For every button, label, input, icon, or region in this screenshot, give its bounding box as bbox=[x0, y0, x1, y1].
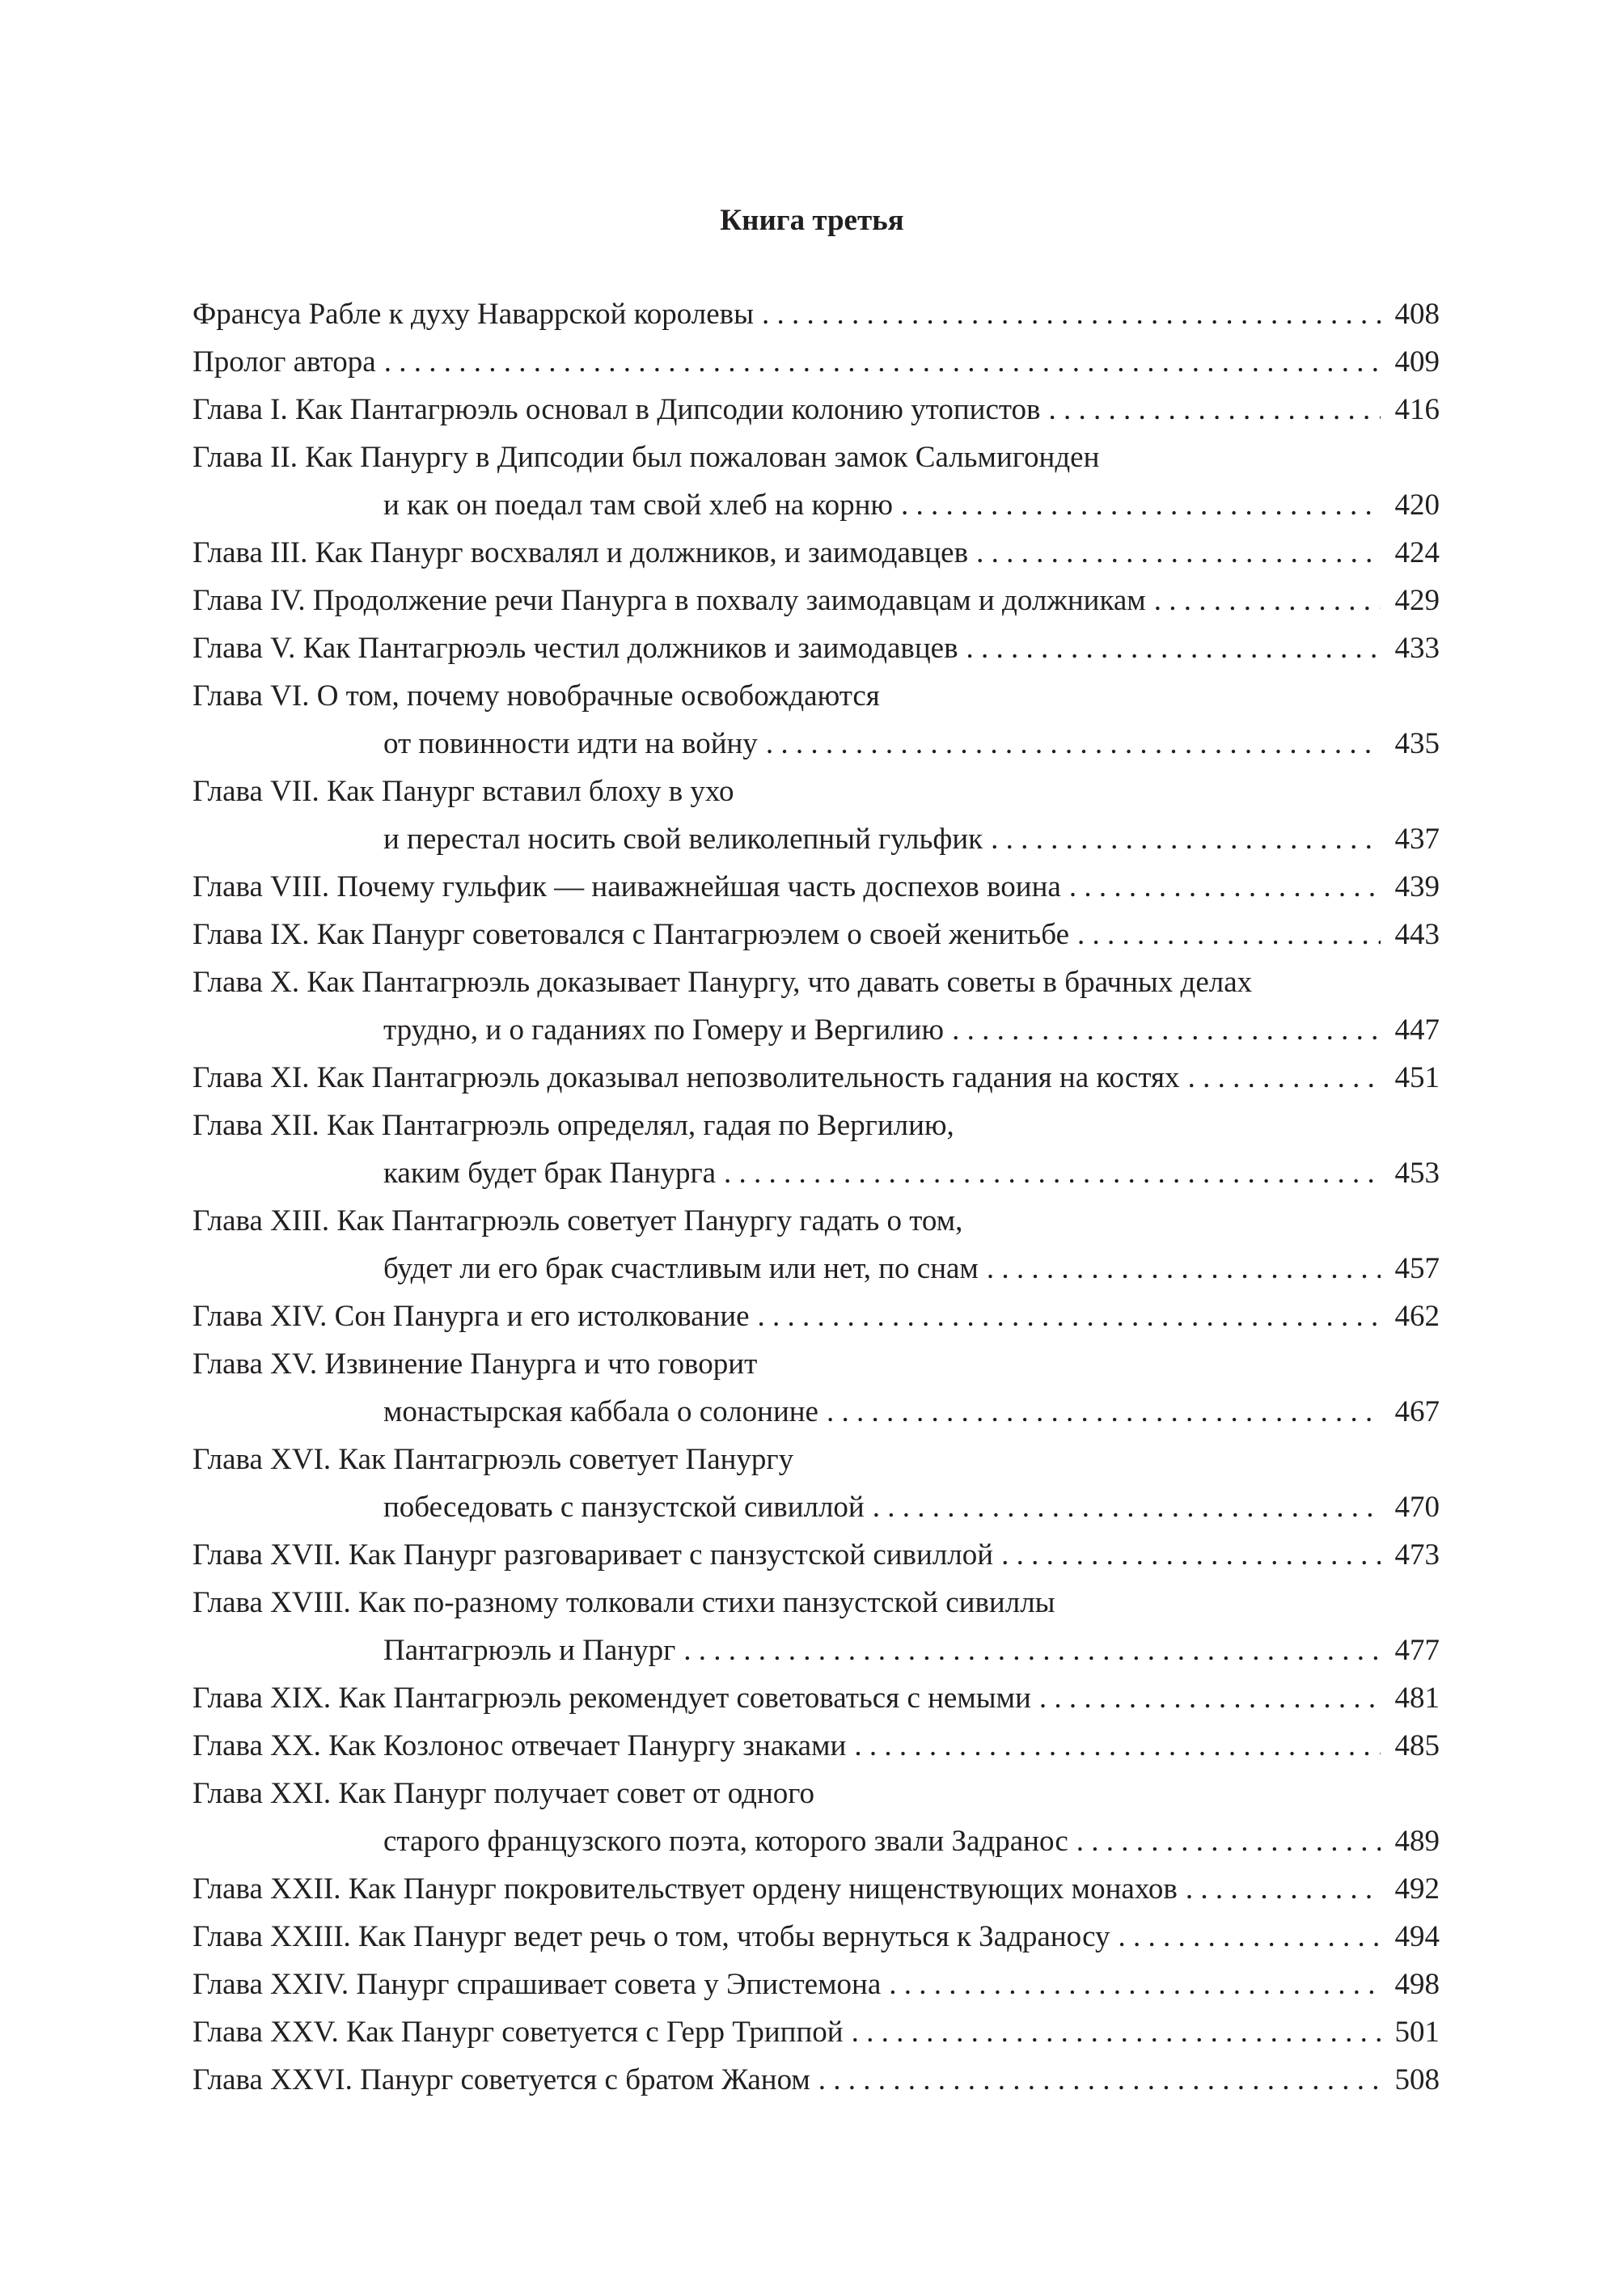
toc-entry bbox=[192, 577, 1440, 624]
toc-entry bbox=[192, 529, 1440, 577]
toc-entry-title: каким будет брак Панурга bbox=[383, 1157, 717, 1190]
dot-leader bbox=[762, 290, 1381, 338]
toc-entry-title: Глава X. Как Пантагрюэль доказывает Панургу, что давать советы в брачных делах bbox=[192, 966, 1253, 999]
toc-entry-line bbox=[192, 958, 1440, 1006]
dot-leader bbox=[1049, 386, 1381, 434]
dot-leader bbox=[852, 2008, 1381, 2056]
dot-leader bbox=[766, 720, 1381, 768]
dot-leader bbox=[991, 815, 1380, 863]
toc-entry-title: Глава VIII. Почему гульфик — наиважнейшая часть доспехов воина bbox=[192, 870, 1061, 903]
dot-leader bbox=[1119, 1913, 1381, 1961]
toc-entry-line bbox=[192, 1961, 1440, 2008]
toc-entry-title: Глава XIV. Сон Панурга и его истолкование bbox=[192, 1300, 750, 1333]
toc-entry bbox=[192, 386, 1440, 434]
toc-entry-title: Глава XVII. Как Панург разговаривает с панзустской сивиллой bbox=[192, 1538, 994, 1572]
dot-leader bbox=[1076, 1817, 1381, 1865]
toc-entry-continuation-line bbox=[192, 1483, 1440, 1531]
dot-leader bbox=[758, 1292, 1381, 1340]
toc-entry-title: Глава XI. Как Пантагрюэль доказывал непозволительность гадания на костях bbox=[192, 1061, 1180, 1094]
toc-entry bbox=[192, 958, 1440, 1054]
dot-leader bbox=[889, 1961, 1380, 2008]
toc-entry bbox=[192, 863, 1440, 911]
dot-leader bbox=[1039, 1674, 1381, 1722]
dot-leader bbox=[976, 529, 1380, 577]
toc-page-number: 435 bbox=[1394, 727, 1440, 760]
toc-entry-title: Глава XVI. Как Пантагрюэль советует Панургу bbox=[192, 1443, 794, 1476]
toc-entry bbox=[192, 1770, 1440, 1865]
toc-page-number: 424 bbox=[1394, 536, 1440, 569]
toc-page-number: 433 bbox=[1394, 632, 1440, 665]
toc-entry-line bbox=[192, 386, 1440, 434]
toc-entry bbox=[192, 672, 1440, 768]
toc-entry-line bbox=[192, 911, 1440, 958]
toc-page-number: 489 bbox=[1394, 1825, 1440, 1858]
toc-entry bbox=[192, 1054, 1440, 1102]
toc-entry-title: Глава II. Как Панургу в Дипсодии был пожалован замок Сальмигонден bbox=[192, 441, 1100, 474]
toc-page-number: 429 bbox=[1394, 584, 1440, 617]
toc-page-number: 485 bbox=[1394, 1729, 1440, 1762]
toc-entry-line bbox=[192, 1197, 1440, 1245]
toc-entry bbox=[192, 1913, 1440, 1961]
toc-entry-title: Глава XX. Как Козлонос отвечает Панургу знаками bbox=[192, 1729, 847, 1762]
dot-leader bbox=[854, 1722, 1380, 1770]
toc-entry-title: и как он поедал там свой хлеб на корню bbox=[383, 489, 894, 522]
toc-page-number: 494 bbox=[1394, 1920, 1440, 1953]
toc-entry-line bbox=[192, 2008, 1440, 2056]
dot-leader bbox=[873, 1483, 1381, 1531]
toc-entry-continuation-line bbox=[192, 1388, 1440, 1436]
toc-entry-line bbox=[192, 1865, 1440, 1913]
toc-entry bbox=[192, 338, 1440, 386]
toc-entry-continuation-line bbox=[192, 720, 1440, 768]
toc-entry-title: Франсуа Рабле к духу Наваррской королевы bbox=[192, 298, 754, 331]
toc-entry-title: Глава XIX. Как Пантагрюэль рекомендует советоваться с немыми bbox=[192, 1682, 1031, 1715]
toc-entry-line bbox=[192, 672, 1440, 720]
toc-entry-line bbox=[192, 434, 1440, 481]
toc-page-number: 416 bbox=[1394, 393, 1440, 426]
toc-entry-line bbox=[192, 624, 1440, 672]
toc-entry-title: будет ли его брак счастливым или нет, по снам bbox=[383, 1252, 979, 1285]
toc-entry-continuation-line bbox=[192, 1245, 1440, 1292]
dot-leader bbox=[966, 624, 1381, 672]
toc-entry-line bbox=[192, 1292, 1440, 1340]
toc-entry-title: Глава I. Как Пантагрюэль основал в Дипсодии колонию утопистов bbox=[192, 393, 1041, 426]
toc-entry bbox=[192, 1674, 1440, 1722]
dot-leader bbox=[1154, 577, 1381, 624]
toc-entry-continuation-line bbox=[192, 815, 1440, 863]
toc-entry bbox=[192, 2008, 1440, 2056]
toc-entry bbox=[192, 911, 1440, 958]
toc-page-number: 451 bbox=[1394, 1061, 1440, 1094]
toc-entry-title: Глава XV. Извинение Панурга и что говорит bbox=[192, 1347, 758, 1381]
toc-entry-title: Глава VII. Как Панург вставил блоху в ухо bbox=[192, 775, 734, 808]
toc-entry-title: старого французского поэта, которого звали Задранос bbox=[383, 1825, 1068, 1858]
toc-entry bbox=[192, 1865, 1440, 1913]
toc-entry bbox=[192, 1436, 1440, 1531]
toc-page-number: 443 bbox=[1394, 918, 1440, 951]
toc-entry-title: Глава XXVI. Панург советуется с братом Жаном bbox=[192, 2063, 810, 2096]
toc-entry-line bbox=[192, 1340, 1440, 1388]
toc-entry bbox=[192, 1292, 1440, 1340]
toc-entry-line bbox=[192, 1770, 1440, 1817]
section-heading: Книга третья bbox=[720, 204, 904, 237]
toc-page-number: 481 bbox=[1394, 1682, 1440, 1715]
toc-page-number: 453 bbox=[1394, 1157, 1440, 1190]
dot-leader bbox=[1001, 1531, 1380, 1579]
table-of-contents bbox=[192, 290, 1440, 2104]
toc-entry-line bbox=[192, 2056, 1440, 2104]
toc-entry bbox=[192, 1340, 1440, 1436]
toc-entry bbox=[192, 624, 1440, 672]
dot-leader bbox=[987, 1245, 1381, 1292]
toc-entry-title: Глава XII. Как Пантагрюэль определял, гадая по Вергилию, bbox=[192, 1109, 954, 1142]
toc-entry-line bbox=[192, 1674, 1440, 1722]
toc-entry-title: Глава V. Как Пантагрюэль честил должников и заимодавцев bbox=[192, 632, 958, 665]
toc-entry-title: Глава XXV. Как Панург советуется с Герр Триппой bbox=[192, 2016, 844, 2049]
dot-leader bbox=[724, 1149, 1380, 1197]
toc-entry-title: Глава XVIII. Как по-разному толковали стихи панзустской сивиллы bbox=[192, 1586, 1055, 1619]
toc-entry-title: Глава VI. О том, почему новобрачные освобождаются bbox=[192, 679, 880, 713]
toc-page-number: 420 bbox=[1394, 489, 1440, 522]
toc-entry-title: Пролог автора bbox=[192, 345, 376, 379]
toc-entry-title: монастырская каббала о солонине bbox=[383, 1395, 818, 1428]
toc-entry-line bbox=[192, 1913, 1440, 1961]
toc-page-number: 508 bbox=[1394, 2063, 1440, 2096]
dot-leader bbox=[1186, 1865, 1381, 1913]
toc-entry-title: и перестал носить свой великолепный гульфик bbox=[383, 823, 983, 856]
toc-entry bbox=[192, 1722, 1440, 1770]
toc-entry-line bbox=[192, 1054, 1440, 1102]
dot-leader bbox=[827, 1388, 1381, 1436]
toc-page-number: 462 bbox=[1394, 1300, 1440, 1333]
toc-entry-continuation-line bbox=[192, 481, 1440, 529]
toc-entry-continuation-line bbox=[192, 1149, 1440, 1197]
toc-entry-continuation-line bbox=[192, 1817, 1440, 1865]
toc-entry-title: Глава XXII. Как Панург покровительствует ордену нищенствующих монахов bbox=[192, 1872, 1178, 1906]
toc-entry-line bbox=[192, 1579, 1440, 1627]
toc-page-number: 408 bbox=[1394, 298, 1440, 331]
toc-page-number: 501 bbox=[1394, 2016, 1440, 2049]
toc-entry-title: Глава XXIV. Панург спрашивает совета у Эпистемона bbox=[192, 1968, 882, 2001]
toc-entry-title: Глава IV. Продолжение речи Панурга в похвалу заимодавцам и должникам bbox=[192, 584, 1146, 617]
toc-page-number: 467 bbox=[1394, 1395, 1440, 1428]
toc-entry bbox=[192, 1197, 1440, 1292]
toc-entry bbox=[192, 1102, 1440, 1197]
dot-leader bbox=[1077, 911, 1380, 958]
toc-page-number: 498 bbox=[1394, 1968, 1440, 2001]
toc-entry-title: Глава XXIII. Как Панург ведет речь о том, чтобы вернуться к Задраносу bbox=[192, 1920, 1110, 1953]
dot-leader bbox=[384, 338, 1381, 386]
toc-page-number: 447 bbox=[1394, 1013, 1440, 1047]
toc-entry-line bbox=[192, 1531, 1440, 1579]
toc-page-number: 492 bbox=[1394, 1872, 1440, 1906]
toc-entry bbox=[192, 434, 1440, 529]
toc-entry-title: трудно, и о гаданиях по Гомеру и Вергилию bbox=[383, 1013, 945, 1047]
dot-leader bbox=[1069, 863, 1381, 911]
toc-entry-line bbox=[192, 1436, 1440, 1483]
dot-leader bbox=[952, 1006, 1380, 1054]
toc-entry bbox=[192, 1579, 1440, 1674]
toc-entry-title: Глава XXI. Как Панург получает совет от одного bbox=[192, 1777, 815, 1810]
toc-entry-line bbox=[192, 1102, 1440, 1149]
toc-entry-line bbox=[192, 529, 1440, 577]
toc-entry-line bbox=[192, 577, 1440, 624]
dot-leader bbox=[901, 481, 1380, 529]
toc-page-number: 437 bbox=[1394, 823, 1440, 856]
toc-entry bbox=[192, 290, 1440, 338]
toc-entry bbox=[192, 2056, 1440, 2104]
toc-page-number: 457 bbox=[1394, 1252, 1440, 1285]
toc-entry-continuation-line bbox=[192, 1627, 1440, 1674]
dot-leader bbox=[1188, 1054, 1381, 1102]
toc-page-number: 470 bbox=[1394, 1491, 1440, 1524]
toc-entry-line bbox=[192, 338, 1440, 386]
toc-entry bbox=[192, 768, 1440, 863]
dot-leader bbox=[818, 2056, 1381, 2104]
dot-leader bbox=[683, 1627, 1380, 1674]
toc-entry-line bbox=[192, 290, 1440, 338]
toc-entry-title: побеседовать с панзустской сивиллой bbox=[383, 1491, 865, 1524]
toc-page-number: 439 bbox=[1394, 870, 1440, 903]
toc-entry bbox=[192, 1531, 1440, 1579]
toc-entry-line bbox=[192, 768, 1440, 815]
toc-entry-title: Глава XIII. Как Пантагрюэль советует Панургу гадать о том, bbox=[192, 1204, 963, 1237]
toc-page-number: 477 bbox=[1394, 1634, 1440, 1667]
toc-entry-title: Пантагрюэль и Панург bbox=[383, 1634, 676, 1667]
toc-entry-line bbox=[192, 863, 1440, 911]
toc-entry-continuation-line bbox=[192, 1006, 1440, 1054]
toc-entry-title: Глава III. Как Панург восхвалял и должников, и заимодавцев bbox=[192, 536, 969, 569]
toc-page-number: 409 bbox=[1394, 345, 1440, 379]
toc-page-number: 473 bbox=[1394, 1538, 1440, 1572]
toc-entry bbox=[192, 1961, 1440, 2008]
toc-entry-title: от повинности идти на войну bbox=[383, 727, 758, 760]
toc-entry-line bbox=[192, 1722, 1440, 1770]
toc-entry-title: Глава IX. Как Панург советовался с Пантагрюэлем о своей женитьбе bbox=[192, 918, 1070, 951]
